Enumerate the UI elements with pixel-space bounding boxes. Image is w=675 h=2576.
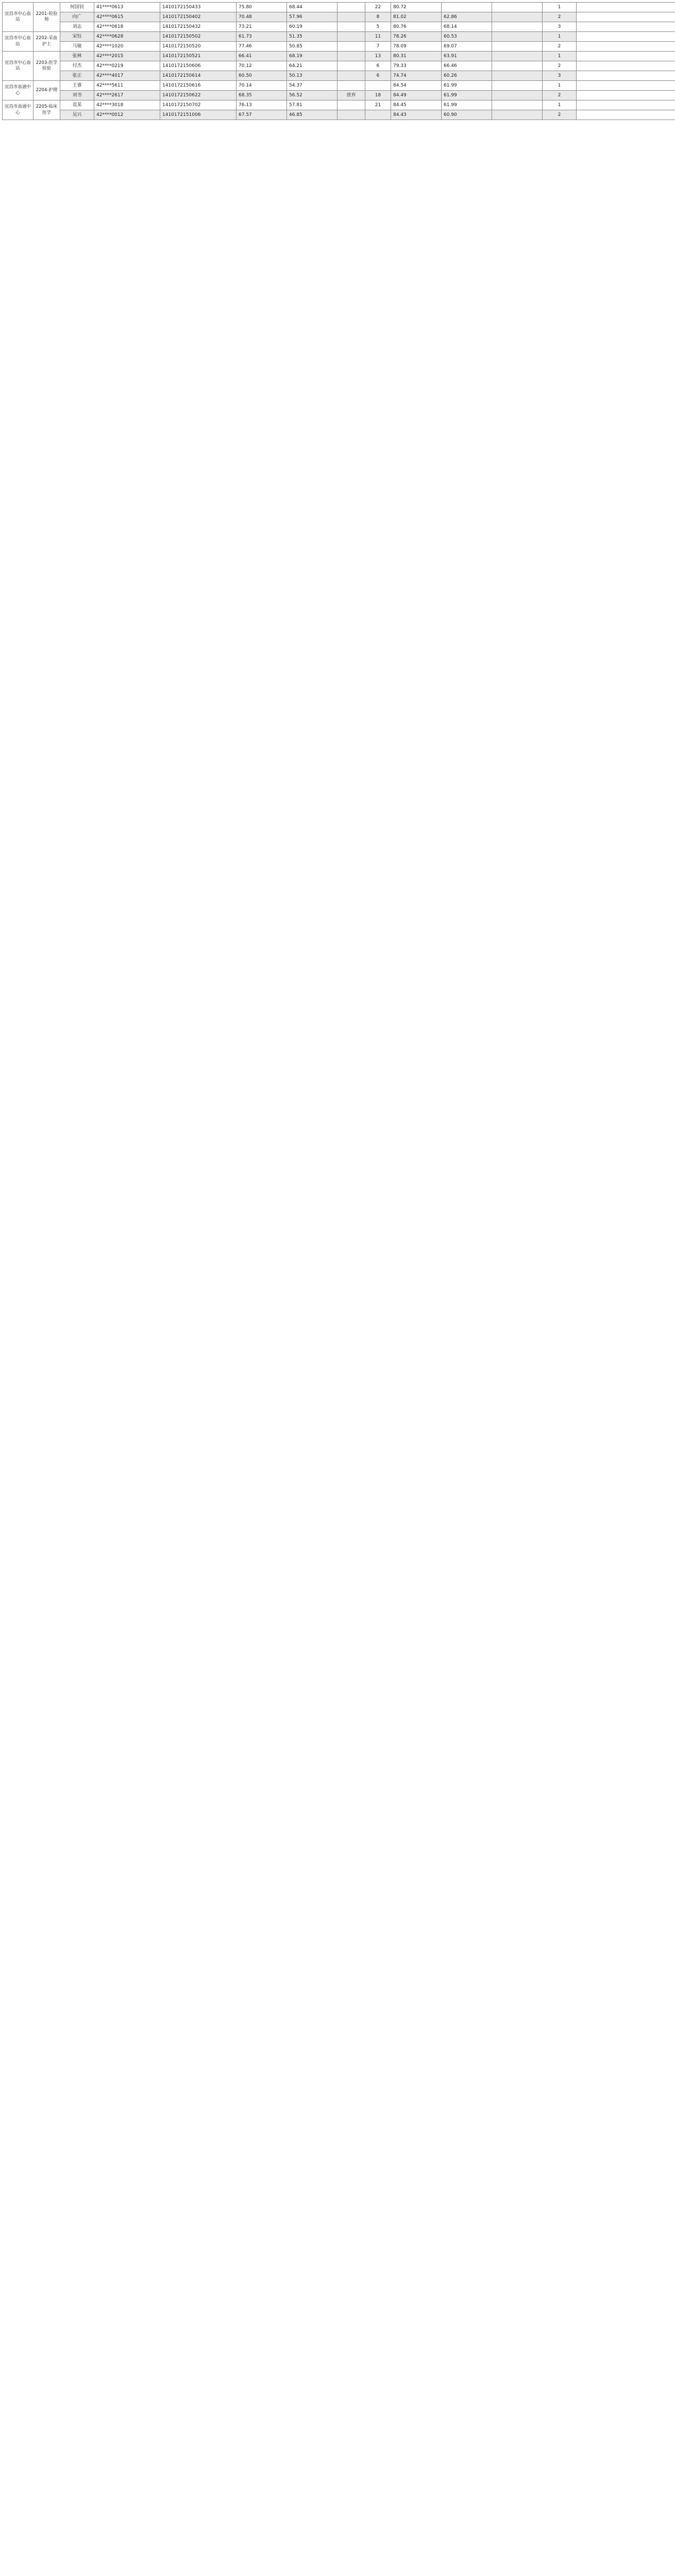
cell-s3 [338, 52, 365, 61]
cell-blank [577, 42, 675, 52]
table-row [3, 61, 675, 71]
cell-blank [577, 110, 675, 120]
cell-s6 [492, 110, 543, 120]
cell-s4: 79.33 [391, 61, 442, 71]
table-row [3, 32, 675, 42]
cell-s2: 56.52 [287, 91, 338, 100]
cell-s6 [492, 3, 543, 12]
cell-s1: 70.14 [237, 81, 287, 91]
post-cell: 2203-医学检验 [33, 52, 60, 81]
cell-s2: 54.37 [287, 81, 338, 91]
table-row [3, 81, 675, 91]
cell-rank: 21 [365, 100, 391, 110]
cell-blank [577, 71, 675, 81]
post-cell: 2201-检验师 [33, 3, 60, 32]
cell-s6 [492, 42, 543, 52]
cell-s3 [338, 12, 365, 22]
cell-s4: 78.26 [391, 32, 442, 42]
cell-s4: 78.09 [391, 42, 442, 52]
cell-s5: 68.14 [442, 22, 492, 32]
cell-s5: 61.99 [442, 81, 492, 91]
cell-s4: 80.31 [391, 52, 442, 61]
cell-s1: 73.21 [237, 22, 287, 32]
post-cell: 2205-临床医学 [33, 100, 60, 120]
cell-exam: 1410172150520 [160, 42, 237, 52]
table-row [3, 12, 675, 22]
cell-rk2: 3 [543, 71, 577, 81]
cell-exam: 1410172150702 [160, 100, 237, 110]
cell-rk2: 2 [543, 12, 577, 22]
cell-rk2: 1 [543, 81, 577, 91]
cell-name: 刘书 [60, 91, 94, 100]
cell-rank: 7 [365, 42, 391, 52]
cell-exam: 1410172151006 [160, 110, 237, 120]
table-row [3, 3, 675, 12]
cell-s3 [338, 42, 365, 52]
cell-exam: 1410172150616 [160, 81, 237, 91]
cell-id: 42****3018 [94, 100, 160, 110]
cell-s2: 50.13 [287, 71, 338, 81]
cell-s4: 84.45 [391, 100, 442, 110]
cell-s6 [492, 61, 543, 71]
cell-s6 [492, 22, 543, 32]
cell-id: 42****1020 [94, 42, 160, 52]
cell-rk2: 2 [543, 61, 577, 71]
cell-exam: 1410172150614 [160, 71, 237, 81]
cell-name: 向广 [60, 12, 94, 22]
cell-s5: 62.86 [442, 12, 492, 22]
cell-s1: 70.12 [237, 61, 287, 71]
cell-blank [577, 12, 675, 22]
cell-name: 吴兴 [60, 110, 94, 120]
cell-s4: 84.43 [391, 110, 442, 120]
cell-s4: 80.76 [391, 22, 442, 32]
cell-s5: 60.53 [442, 32, 492, 42]
post-cell: 2204-护理 [33, 81, 60, 100]
cell-id: 41****0613 [94, 3, 160, 12]
cell-s2: 57.96 [287, 12, 338, 22]
cell-s5: 63.91 [442, 52, 492, 61]
cell-s5: 61.99 [442, 100, 492, 110]
cell-s5: 61.99 [442, 91, 492, 100]
cell-s2: 68.44 [287, 3, 338, 12]
cell-blank [577, 3, 675, 12]
cell-rk2: 1 [543, 52, 577, 61]
cell-s3: 放弃 [338, 91, 365, 100]
cell-id: 42****0618 [94, 22, 160, 32]
cell-blank [577, 22, 675, 32]
cell-id: 42****0012 [94, 110, 160, 120]
cell-s1: 76.13 [237, 100, 287, 110]
table-row [3, 91, 675, 100]
cell-s5: 60.26 [442, 71, 492, 81]
cell-s2: 51.35 [287, 32, 338, 42]
cell-name: 付杰 [60, 61, 94, 71]
cell-s2: 50.85 [287, 42, 338, 52]
cell-rk2: 2 [543, 110, 577, 120]
cell-id: 42****4017 [94, 71, 160, 81]
cell-rank: 22 [365, 3, 391, 12]
cell-rank: 11 [365, 32, 391, 42]
cell-exam: 1410172150432 [160, 22, 237, 32]
cell-s6 [492, 71, 543, 81]
cell-exam: 1410172150502 [160, 32, 237, 42]
cell-exam: 1410172150402 [160, 12, 237, 22]
unit-cell: 宜昌市血液中心 [3, 81, 33, 100]
cell-name: 王睿 [60, 81, 94, 91]
cell-s4: 81.02 [391, 12, 442, 22]
cell-rk2: 2 [543, 91, 577, 100]
cell-blank [577, 32, 675, 42]
cell-rk2: 1 [543, 32, 577, 42]
cell-rank: 6 [365, 61, 391, 71]
cell-s6 [492, 12, 543, 22]
cell-s2: 60.19 [287, 22, 338, 32]
cell-exam: 1410172150606 [160, 61, 237, 71]
cell-rank: 8 [365, 12, 391, 22]
cell-blank [577, 52, 675, 61]
cell-s3 [338, 22, 365, 32]
cell-s1: 75.80 [237, 3, 287, 12]
cell-s5: 60.90 [442, 110, 492, 120]
unit-cell: 宜昌市中心血站 [3, 3, 33, 32]
cell-blank [577, 61, 675, 71]
cell-exam: 1410172150521 [160, 52, 237, 61]
cell-name: 张正 [60, 71, 94, 81]
cell-name: 何国钊 [60, 3, 94, 12]
cell-s3 [338, 61, 365, 71]
cell-s2: 57.81 [287, 100, 338, 110]
cell-id: 42****2617 [94, 91, 160, 100]
post-cell: 2202-采血护士 [33, 32, 60, 52]
table-row [3, 71, 675, 81]
cell-name: 袁某 [60, 100, 94, 110]
cell-s6 [492, 100, 543, 110]
cell-s3 [338, 71, 365, 81]
cell-s2: 64.21 [287, 61, 338, 71]
cell-id: 42****5611 [94, 81, 160, 91]
cell-rk2: 1 [543, 100, 577, 110]
cell-s1: 61.73 [237, 32, 287, 42]
cell-s5 [442, 3, 492, 12]
cell-s1: 60.50 [237, 71, 287, 81]
cell-id: 42****2015 [94, 52, 160, 61]
cell-s3 [338, 110, 365, 120]
cell-s4: 84.49 [391, 91, 442, 100]
cell-name: 宋钰 [60, 32, 94, 42]
table-row [3, 110, 675, 120]
cell-s6 [492, 91, 543, 100]
results-table [2, 2, 675, 120]
cell-s1: 70.48 [237, 12, 287, 22]
cell-s1: 66.41 [237, 52, 287, 61]
table-row [3, 100, 675, 110]
cell-exam: 1410172150433 [160, 3, 237, 12]
unit-cell: 宜昌市中心血站 [3, 32, 33, 52]
cell-name: 张林 [60, 52, 94, 61]
cell-s3 [338, 100, 365, 110]
unit-cell: 宜昌市血液中心 [3, 100, 33, 120]
cell-id: 42****0615 [94, 12, 160, 22]
cell-rk2: 3 [543, 22, 577, 32]
cell-s3 [338, 32, 365, 42]
cell-id: 42****0628 [94, 32, 160, 42]
table-row [3, 42, 675, 52]
cell-blank [577, 100, 675, 110]
cell-rk2: 1 [543, 3, 577, 12]
cell-s3 [338, 81, 365, 91]
cell-s1: 67.57 [237, 110, 287, 120]
table-row [3, 52, 675, 61]
cell-s6 [492, 52, 543, 61]
cell-rank [365, 110, 391, 120]
cell-exam: 1410172150622 [160, 91, 237, 100]
cell-s6 [492, 32, 543, 42]
cell-rank: 18 [365, 91, 391, 100]
cell-rank [365, 81, 391, 91]
cell-s2: 68.19 [287, 52, 338, 61]
cell-name: 马敏 [60, 42, 94, 52]
unit-cell: 宜昌市中心血站 [3, 52, 33, 81]
cell-s2: 46.85 [287, 110, 338, 120]
cell-s6 [492, 81, 543, 91]
table-row [3, 22, 675, 32]
cell-name: 刘志 [60, 22, 94, 32]
cell-s5: 66.46 [442, 61, 492, 71]
cell-rank: 5 [365, 22, 391, 32]
cell-s5: 69.07 [442, 42, 492, 52]
cell-s4: 74.74 [391, 71, 442, 81]
cell-blank [577, 91, 675, 100]
cell-rk2: 2 [543, 42, 577, 52]
results-sheet [2, 2, 654, 120]
cell-s4: 80.72 [391, 3, 442, 12]
cell-rank: 13 [365, 52, 391, 61]
cell-s1: 77.46 [237, 42, 287, 52]
cell-s1: 68.35 [237, 91, 287, 100]
cell-s3 [338, 3, 365, 12]
cell-id: 42****0219 [94, 61, 160, 71]
results-table-body [3, 3, 675, 120]
cell-rank: 6 [365, 71, 391, 81]
cell-s4: 84.54 [391, 81, 442, 91]
cell-blank [577, 81, 675, 91]
